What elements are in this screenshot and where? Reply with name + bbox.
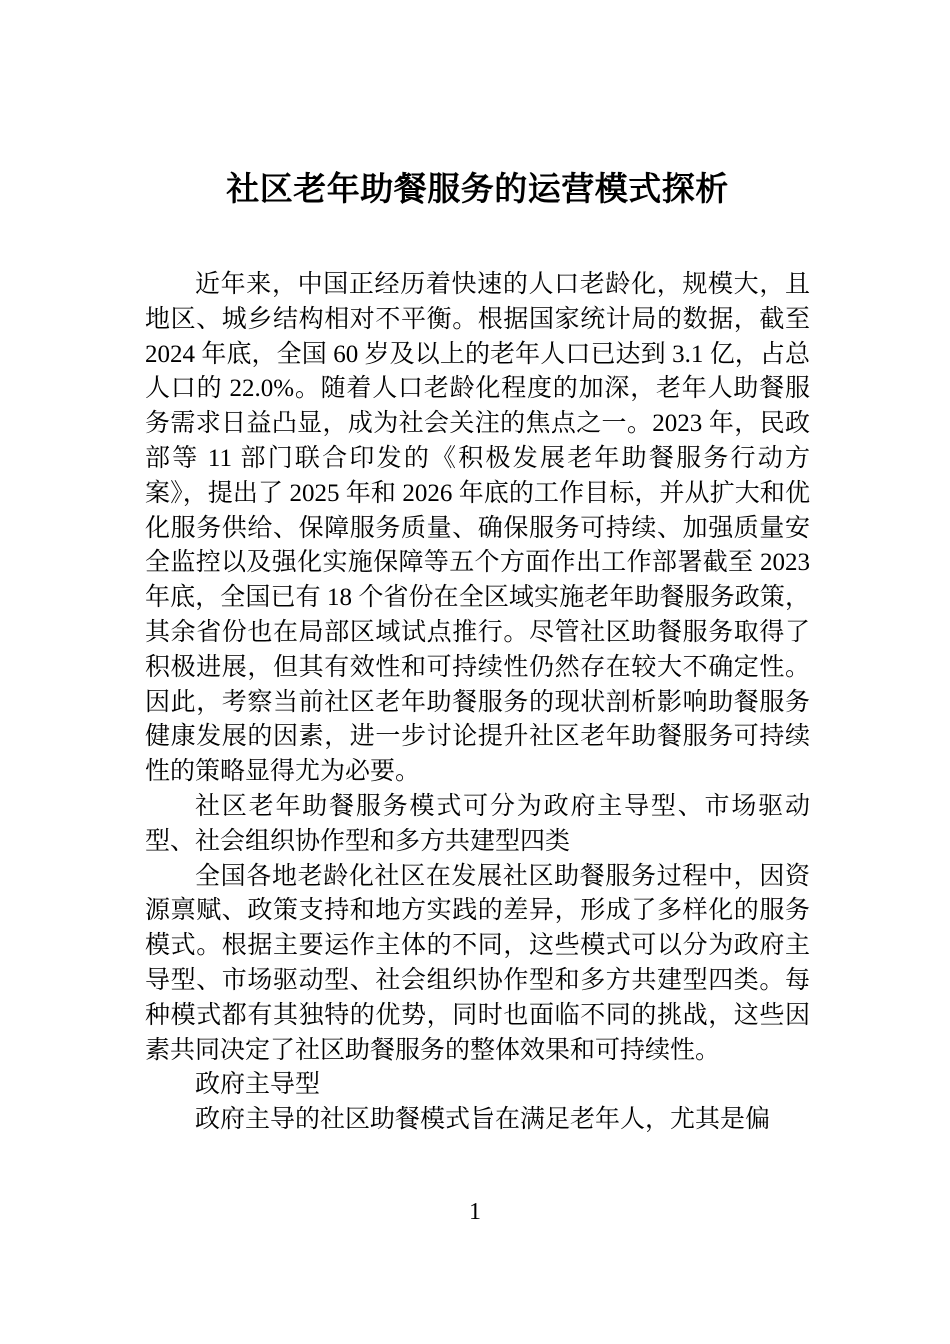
paragraph-government-led-intro: 政府主导的社区助餐模式旨在满足老年人，尤其是偏 [195, 1106, 771, 1134]
paragraph-heading-government-led: 政府主导型 [195, 1071, 321, 1099]
paragraph-intro: 近年来，中国正经历着快速的人口老龄化，规模大，且地区、城乡结构相对不平衡。根据国家统计局的数据，截至 2024 年底，全国 60 岁及以上的老年人口已达到 3.1 亿，占总人口的 22.0%。随着人口老龄化程度的加深，老年人助餐服务需求日益凸显，成为社会关注的焦点之一。2023 年，民政部等 11 部门联合印发的《积极发展老年助餐服务行动方案》，提出了 2025 年和 2026 年底的工作目标，并从扩大和优化服务供给、保障服务质量、确保服务可持续、加强质量安全监控以及强化实施保障等五个方面作出工作部署截至 2023 年底，全国已有 18 个省份在全区域实施老年助餐服务政策，其余省份也在局部区域试点推行。尽管社区助餐服务取得了积极进展，但其有效性和可持续性仍然存在较大不确定性。因此，考察当前社区老年助餐服务的现状剖析影响助餐服务健康发展的因素，进一步讨论提升社区老年助餐服务可持续性的策略显得尤为必要。 [145, 271, 810, 786]
document-body [145, 268, 810, 1138]
paragraph-model-detail: 全国各地老龄化社区在发展社区助餐服务过程中，因资源禀赋、政策支持和地方实践的差异，形成了多样化的服务模式。根据主要运作主体的不同，这些模式可以分为政府主导型、市场驱动型、社会组织协作型和多方共建型四类。每种模式都有其独特的优势，同时也面临不同的挑战，这些因素共同决定了社区助餐服务的整体效果和可持续性。 [145, 862, 810, 1064]
paragraph-model-summary: 社区老年助餐服务模式可分为政府主导型、市场驱动型、社会组织协作型和多方共建型四类 [145, 792, 810, 855]
page-number: 1 [469, 1199, 481, 1225]
page-title: 社区老年助餐服务的运营模式探析 [226, 170, 729, 207]
